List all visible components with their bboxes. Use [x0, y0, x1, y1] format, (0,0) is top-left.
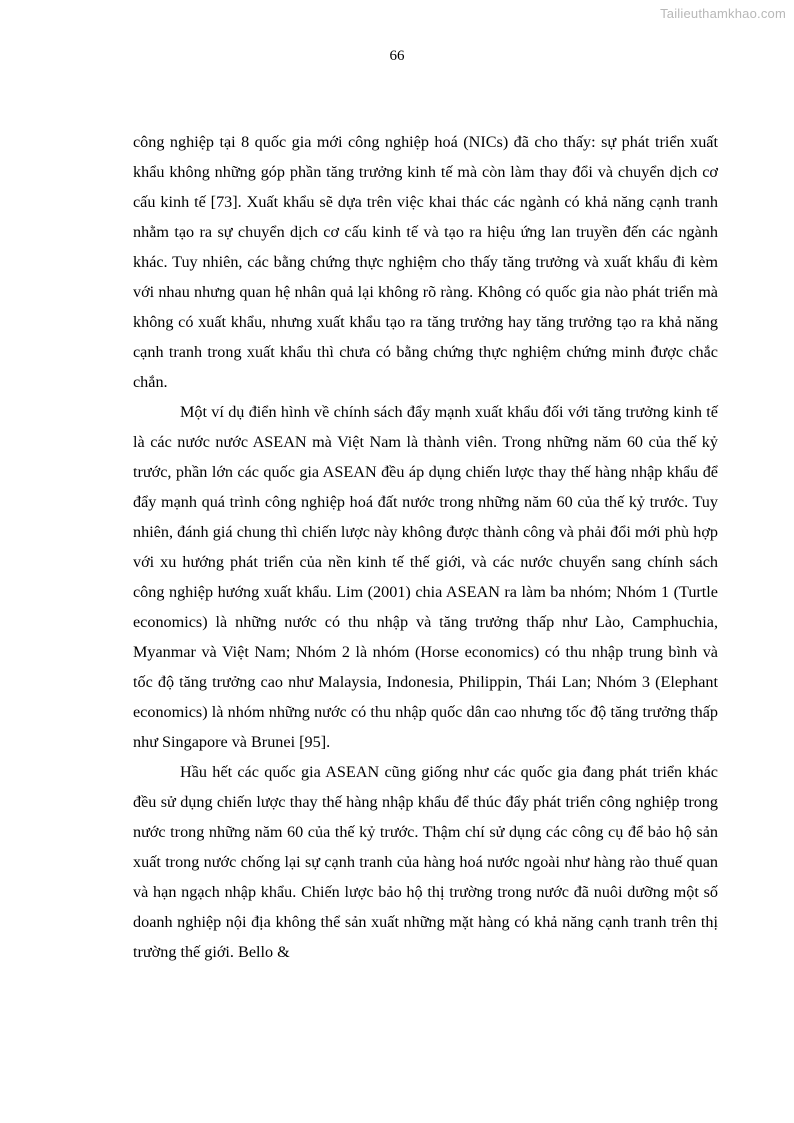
paragraph-asean-example: Một ví dụ điển hình về chính sách đẩy mạnh xuất khẩu đối với tăng trưởng kinh tế là các nước nước ASEAN mà Việt Nam là thành viên. Trong những năm 60 của thế kỷ trước, phần lớn các quốc gia ASEAN đều áp dụng chiến lược thay thế hàng nhập khẩu để đẩy mạnh quá trình công nghiệp hoá đất nước trong những năm 60 của thế kỷ trước. Tuy nhiên, đánh giá chung thì chiến lược này không được thành công và phải đổi mới phù hợp với xu hướng phát triển của nền kinh tế thế giới, và các nước chuyển sang chính sách công nghiệp hướng xuất khẩu. Lim (2001) chia ASEAN ra làm ba nhóm; Nhóm 1 (Turtle economics) là những nước có thu nhập và tăng trưởng thấp như Lào, Camphuchia, Myanmar và Việt Nam; Nhóm 2 là nhóm (Horse economics) có thu nhập trung bình và tốc độ tăng trưởng cao như Malaysia, Indonesia, Philippin, Thái Lan; Nhóm 3 (Elephant economics) là nhóm những nước có thu nhập quốc dân cao nhưng tốc độ tăng trưởng thấp như Singapore và Brunei [95]. — [133, 403, 718, 751]
watermark: Tailieuthamkhao.com — [660, 6, 786, 21]
body-text — [133, 127, 718, 967]
paragraph-continued: công nghiệp tại 8 quốc gia mới công nghiệp hoá (NICs) đã cho thấy: sự phát triển xuất khẩu không những góp phần tăng trưởng kinh tế mà còn làm thay đổi và chuyển dịch cơ cấu kinh tế [73]. Xuất khẩu sẽ dựa trên việc khai thác các ngành có khả năng cạnh tranh nhằm tạo ra sự chuyển dịch cơ cấu kinh tế và tạo ra hiệu ứng lan truyền đến các ngành khác. Tuy nhiên, các bằng chứng thực nghiệm cho thấy tăng trưởng và xuất khẩu đi kèm với nhau nhưng quan hệ nhân quả lại không rõ ràng. Không có quốc gia nào phát triển mà không có xuất khẩu, nhưng xuất khẩu tạo ra tăng trưởng hay tăng trưởng tạo ra khả năng cạnh tranh trong xuất khẩu thì chưa có bằng chứng thực nghiệm chứng minh được chắc chắn. — [133, 133, 718, 391]
paragraph-import-substitution: Hầu hết các quốc gia ASEAN cũng giống như các quốc gia đang phát triển khác đều sử dụng chiến lược thay thế hàng nhập khẩu để thúc đẩy phát triển công nghiệp trong nước trong những năm 60 của thế kỷ trước. Thậm chí sử dụng các công cụ để bảo hộ sản xuất trong nước chống lại sự cạnh tranh của hàng hoá nước ngoài như hàng rào thuế quan và hạn ngạch nhập khẩu. Chiến lược bảo hộ thị trường trong nước đã nuôi dưỡng một số doanh nghiệp nội địa không thể sản xuất những mặt hàng có khả năng cạnh tranh trên thị trường thế giới. Bello & — [133, 763, 718, 961]
page-number: 66 — [389, 48, 405, 64]
